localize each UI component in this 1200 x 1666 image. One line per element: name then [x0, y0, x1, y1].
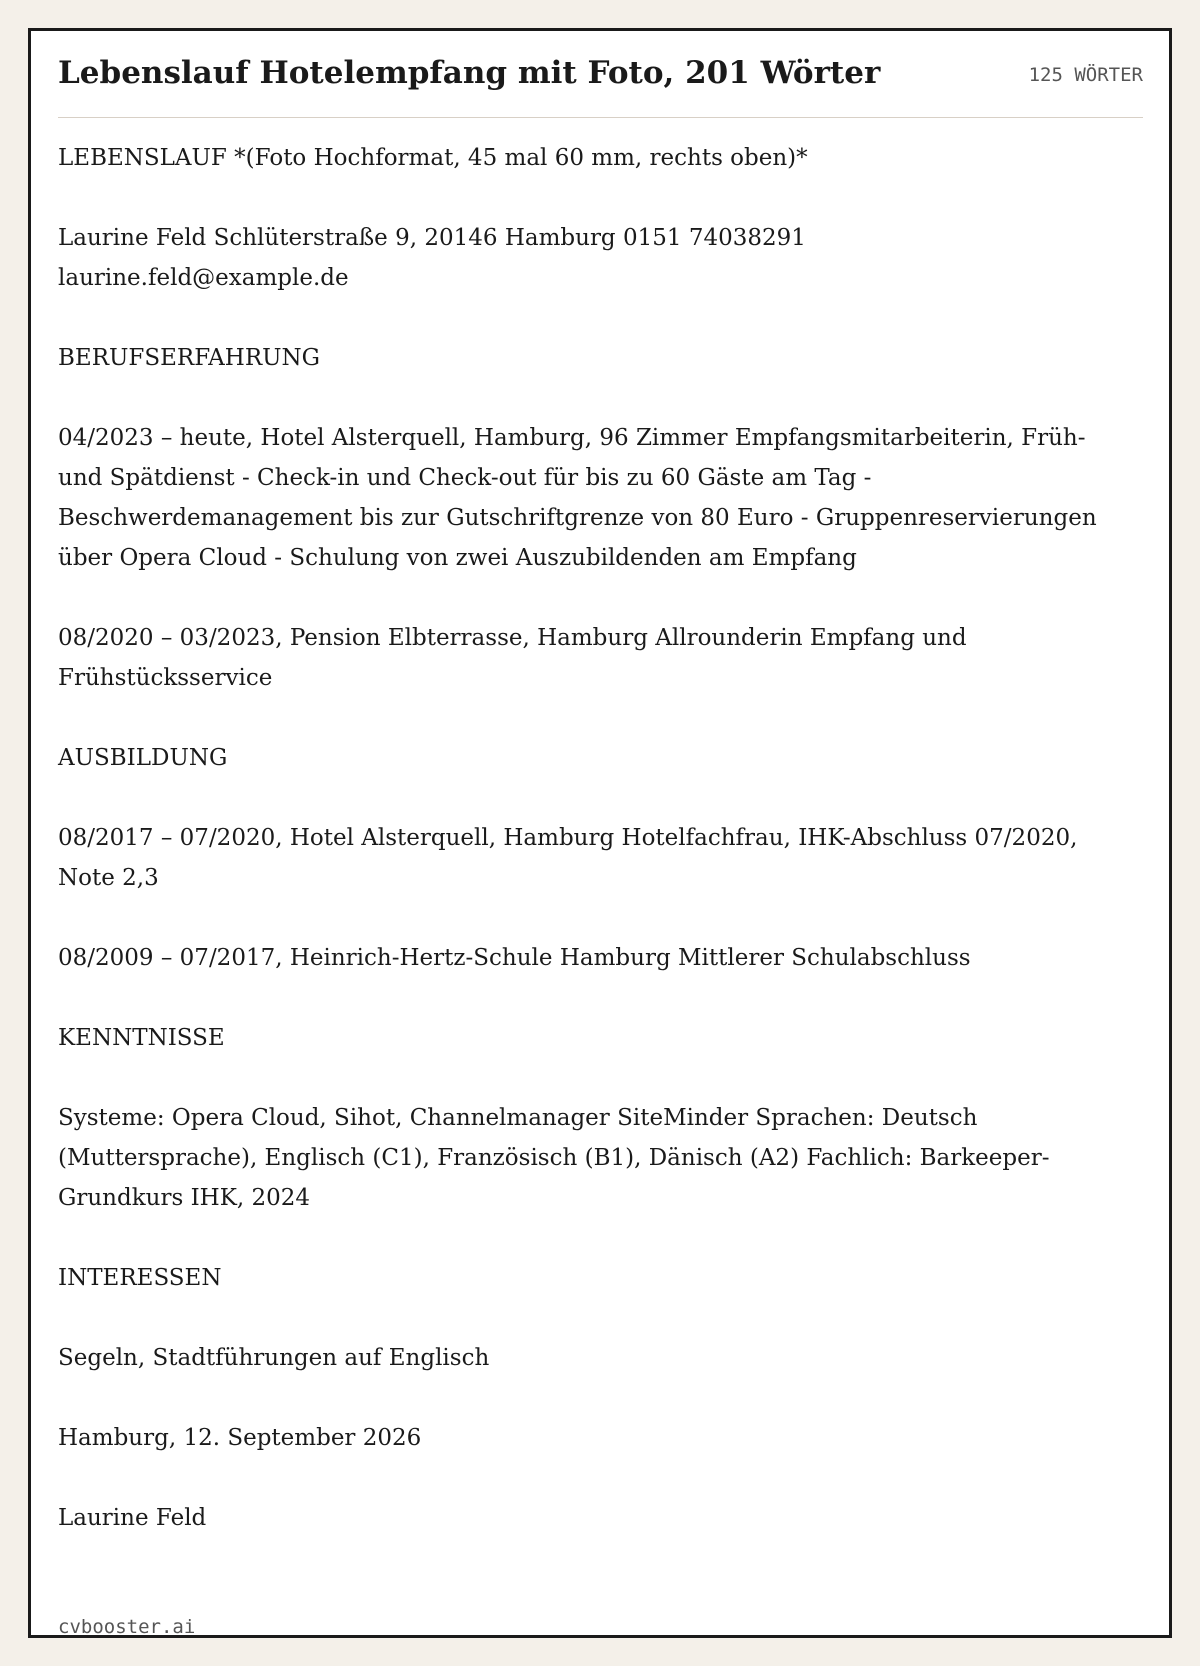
footer-brand: cvbooster.ai	[58, 1616, 196, 1638]
word-count-label: 125 WÖRTER	[1028, 64, 1143, 86]
education-entry: 08/2017 – 07/2020, Hotel Alsterquell, Hamburg Hotelfachfrau, IHK-Abschluss 07/2020, Note 2,3	[58, 825, 1078, 891]
skills-entry: Systeme: Opera Cloud, Sihot, Channelmanager SiteMinder Sprachen: Deutsch (Muttersprache), Englisch (C1), Französisch (B1), Dänisch (A2) Fachlich: Barkeeper-Grundkurs IHK, 2024	[58, 1105, 1050, 1211]
document-card	[28, 28, 1172, 1638]
education-entry: 08/2009 – 07/2017, Heinrich-Hertz-Schule Hamburg Mittlerer Schulabschluss	[58, 945, 971, 971]
signature-name: Laurine Feld	[58, 1505, 207, 1531]
section-heading-skills: KENNTNISSE	[58, 1025, 225, 1051]
document-header	[58, 31, 1143, 118]
document-body	[58, 118, 1143, 1538]
experience-entry: 08/2020 – 03/2023, Pension Elbterrasse, Hamburg Allrounderin Empfang und Frühstücksservice	[58, 625, 967, 691]
contact-details: Laurine Feld Schlüterstraße 9, 20146 Hamburg 0151 74038291 laurine.feld@example.de	[58, 225, 806, 291]
interests-entry: Segeln, Stadtführungen auf Englisch	[58, 1345, 490, 1371]
cv-heading: LEBENSLAUF *(Foto Hochformat, 45 mal 60 mm, rechts oben)*	[58, 145, 808, 171]
document-title: Lebenslauf Hotelempfang mit Foto, 201 Wörter	[58, 55, 881, 91]
section-heading-experience: BERUFSERFAHRUNG	[58, 345, 321, 371]
place-date: Hamburg, 12. September 2026	[58, 1425, 422, 1451]
section-heading-interests: INTERESSEN	[58, 1265, 222, 1291]
experience-entry: 04/2023 – heute, Hotel Alsterquell, Hamburg, 96 Zimmer Empfangsmitarbeiterin, Früh- und Spätdienst - Check-in und Check-out für bis zu 60 Gäste am Tag - Beschwerdemanagement bis zur Gutschriftgrenze von 80 Euro - Gruppenreservierungen über Opera Cloud - Schulung von zwei Auszubildenden am Empfang	[58, 425, 1097, 571]
section-heading-education: AUSBILDUNG	[58, 745, 228, 771]
